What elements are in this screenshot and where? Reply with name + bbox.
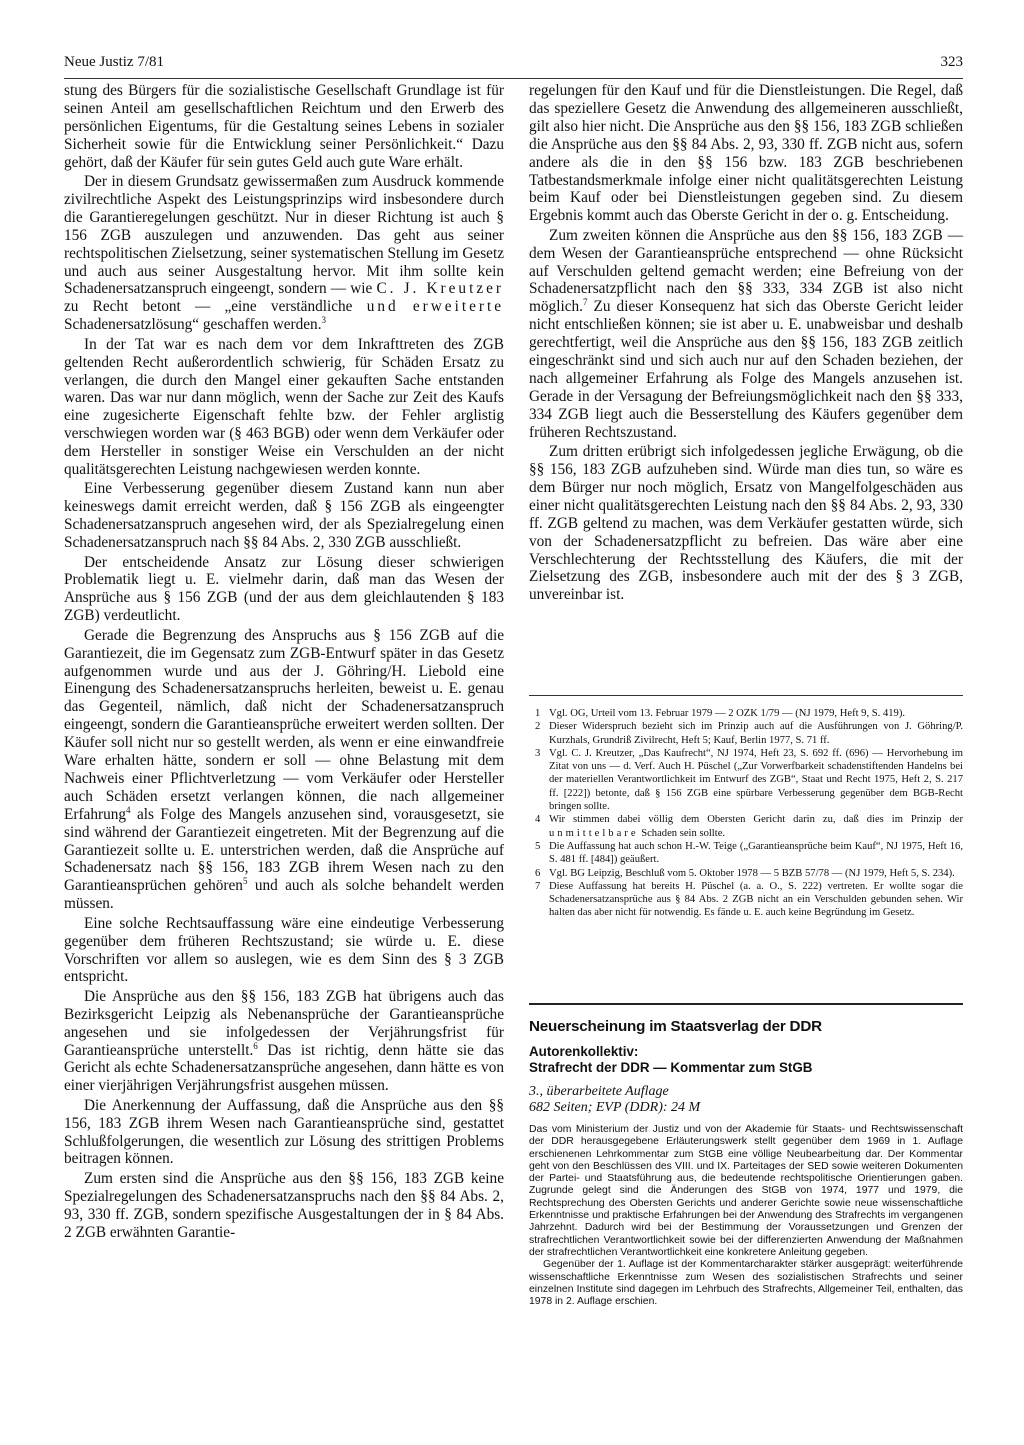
footnote-ref: 6 [253,1040,258,1051]
book-description: Das vom Ministerium der Justiz und von der Akademie für Staats- und Rechtswissenschaft der DDR herausgegebene Erläuterungswerk stellt gegenüber dem 1969 in 1. Auflage erschienenen Lehrkommentar zum StGB eine völlige Neubearbeitung dar. Der Kommentar geht von den Beschlüssen des VIII. und IX. Parteitages der SED sowie weiteren Dokumenten der Partei- und Staatsführung aus, die bedeutende rechtspolitische Orientierungen gaben. Zugrunde gelegt sind die Änderungen des StGB von 1974, 1977 und 1979, die Rechtsprechung des Obersten Gerichts und anderer Gerichte sowie neue wissenschaftliche Erkenntnisse und praktische Erfahrungen bei der Anwendung des Strafrechts im vergangenen Jahrzehnt. Dadurch wird bei der Bestimmung der Voraussetzungen und Grenzen der strafrechtlichen Verantwortlichkeit sowie bei der differenzierten Anwendung der Maßnahmen der strafrechtlichen Verantwortlichkeit eine konkretere Anleitung gegeben. Gegenüber der 1. Auflage ist der Kommentarcharakter stärker ausgeprägt: weiterführende wissenschaftliche Erkenntnisse zum Wesen des sozialistischen Strafrechts und seiner einzelnen Institute sind dagegen im Lehrbuch des Strafrechts, Allgemeiner Teil, enthalten, das 1978 in 2. Auflage erschien. [529,1124,963,1308]
right-column [529,82,963,606]
book-title: Strafrecht der DDR — Kommentar zum StGB [529,1060,813,1075]
page-header [64,54,963,76]
footnote: 1 Vgl. OG, Urteil vom 13. Februar 1979 — 2 OZK 1/79 — (NJ 1979, Heft 9, S. 419). [535,708,906,719]
footnote: 3 Vgl. C. J. Kreutzer, „Das Kaufrecht“, NJ 1974, Heft 23, S. 692 ff. (696) — Hervorhebung im Zitat von uns — d. Verf. Auch H. Püschel („Zur Vorwerfbarkeit schadenstiftenden Handelns bei der materiellen Verantwortlichkeit im Entwurf des ZGB“, Staat und Recht 1975, Heft 2, S. 217 ff. [222]) betonte, daß § 156 ZGB eine spürbare Verbesserung gegenüber dem BGB-Recht bringen sollte. [535,747,963,813]
paragraph: Zum dritten erübrigt sich infolgedessen jegliche Erwägung, ob die §§ 156, 183 ZGB aufzuheben sind. Würde man dies tun, so wäre es dem Bürger nur noch möglich, Ersatz von Mangelfolgeschäden aus einer nicht qualitätsgerechten Leistung nach den §§ 84 Abs. 2, 93, 330 ff. ZGB geltend zu machen, was dem Verkäufer gestatten würde, sich von der Schadenersatzpflicht zu befreien. Das wäre aber eine Verschlechterung der Rechtsstellung des Käufers, die mit der Zielsetzung des ZGB, insbesondere auch mit der des § 3 ZGB, unvereinbar ist. [529,443,963,604]
author-name-spaced: C. J. Kreutzer [376,280,504,298]
book-author: Autorenkollektiv: [529,1044,639,1059]
footnote-ref: 7 [582,297,588,308]
footnotes [529,707,963,920]
footnote-ref: 3 [321,315,327,326]
footnote-rule [529,695,963,696]
header-rule [64,78,963,79]
paragraph: Zum zweiten können die Ansprüche aus den §§ 156, 183 ZGB — dem Wesen der Garantieansprüche entsprechend — ohne Rücksicht auf Verschulden geltend gemacht werden; eine Befreiung von der Schadenersatzpflicht nach den §§ 333, 334 ZGB ist also nicht möglich.$^7$ Zu dieser Konsequenz hat sich das Oberste Gericht leider nicht entschließen können; sie ist aber u. E. unabweisbar und deshalb gerechtfertigt, weil die Ansprüche aus den §§ 156, 183 ZGB zeitlich eingeschränkt sind und sich auch nur auf den Schaden beziehen, der nach allgemeiner Erfahrung als Folge des Mangels anzusehen ist. Gerade in der Versagung der Befreiungsmöglichkeit nach den §§ 333, 334 ZGB liegt auch die Besserstellung des Käufers gegenüber dem früheren Rechtszustand. [529,226,963,441]
paragraph: Eine solche Rechtsauffassung wäre eine eindeutige Verbesserung gegenüber dem früheren Rechtszustand; sie würde u. E. diese Vorschriften vor allem so auslegen, wie es dem Sinn des § 3 ZGB entspricht. [64,914,504,986]
footnote: 7 Diese Auffassung hat bereits H. Püschel (a. a. O., S. 222) vertreten. Er wollte sogar die Schadenersatzansprüche aus § 84 Abs. 2 ZGB nicht an ein Verschulden gebunden sehen. Wir halten das aber nicht für notwendig. Es fände u. E. auch keine Begründung im Gesetz. [535,880,963,919]
section-rule [529,1003,963,1005]
paragraph: Die Anerkennung der Auffassung, daß die Ansprüche aus den §§ 156, 183 ZGB ihrem Wesen nach Garantieansprüche sind, gestattet Schlußfolgerungen, die wesentlich zur Lösung des strittigen Problems beitragen können. [64,1096,504,1168]
announcement-heading: Neuerscheinung im Staatsverlag der DDR [529,1018,822,1035]
paragraph: In der Tat war es nach dem vor dem Inkrafttreten des ZGB geltenden Recht außerordentlich schwierig, für Schäden Ersatz zu verlangen, die durch den Mangel einer gekauften Sache entstanden waren. Das war nur dann möglich, wenn der Sache zur Zeit des Kaufs eine zugesicherte Eigenschaft fehlte bzw. der Fehler arglistig verschwiegen worden war (§ 463 BGB) oder wenn dem Verkäufer oder dem Hersteller in sonstiger Weise ein Verschulden an der nicht qualitätsgerechten Leistung nachgewiesen werden konnte. [64,335,504,479]
footnote: 4 Wir stimmen dabei völlig dem Obersten Gericht darin zu, daß dies im Prinzip der unmittelbare Schaden sein sollte. [535,814,963,839]
paragraph: Die Ansprüche aus den §§ 156, 183 ZGB hat übrigens auch das Bezirksgericht Leipzig als Nebenansprüche der Garantieansprüche angesehen und sie infolgedessen der Verjährungsfrist für Garantieansprüche unterstellt.$^6$ Das ist richtig, denn hätte sie das Gericht als echte Schadenersatzansprüche angesehen, dann hätte es von einer vierjährigen Verjährungsfrist ausgehen müssen. [64,987,504,1095]
footnote: 2 Dieser Widerspruch bezieht sich im Prinzip auch auf die Ausführungen von J. Göhring/P. Kurzhals, Grundriß Zivilrecht, Heft 5; Kauf, Berlin 1977, S. 71 ff. [535,721,963,746]
footnote: 6 Vgl. BG Leipzig, Beschluß vom 5. Oktober 1978 — 5 BZB 57/78 — (NJ 1979, Heft 5, S. 234). [535,867,955,879]
footnote-ref: 5 [242,876,248,887]
paragraph: Der entscheidende Ansatz zur Lösung dieser schwierigen Problematik liegt u. E. vielmehr darin, daß man das Wesen der Ansprüche aus § 156 ZGB (und der aus dem gleichlautenden § 183 ZGB) verdeutlicht. [64,553,504,625]
footnote-ref: 4 [126,804,131,815]
paragraph: Eine Verbesserung gegenüber diesem Zustand kann nun aber keineswegs damit erreicht werden, daß § 156 ZGB als eingeengter Schadenersatzanspruch angesehen wird, der als Spezialregelung einen Schadenersatzanspruch nach §§ 84 Abs. 2, 330 ZGB ausschließt. [64,480,504,552]
paragraph: stung des Bürgers für die sozialistische Gesellschaft Grundlage ist für seinen Anteil am gesellschaftlichen Reichtum und den Erwerb des persönlichen Eigentums, für die Gestaltung seines Lebens in sozialer Sicherheit sowie für die Entwicklung seiner Persönlichkeit.“ Dazu gehört, daß der Käufer für sein gutes Geld auch gute Ware erhält. [64,82,504,171]
page-number: 323 [940,54,963,70]
book-details: 682 Seiten; EVP (DDR): 24 M [529,1100,701,1115]
paragraph: Der in diesem Grundsatz gewissermaßen zum Ausdruck kommende zivilrechtliche Aspekt des Leistungsprinzips wird insbesondere durch die Garantieregelungen geschützt. Nur in dieser Richtung ist auch § 156 ZGB auszulegen und anzuwenden. Das geht aus seiner rechtspolitischen Zielsetzung, seiner systematischen Stellung im Gesetz und auch aus seiner Ausgestaltung hervor. Mit ihm sollte kein Schadenersatzanspruch eingeengt, sondern — wie C. J. Kreutzer zu Recht betont — „eine verständliche und erweiterte Schadenersatzlösung“ geschaffen werden.$^3$ [64,173,504,334]
paragraph: Gerade die Begrenzung des Anspruchs aus § 156 ZGB auf die Garantiezeit, die im Gegensatz zum ZGB-Entwurf später in das Gesetz aufgenommen wurde und aus der J. Göhring/H. Liebold eine Einengung des Schadenersatzanspruchs herleiten, beweist u. E. genau das Gegenteil, nämlich, daß nicht der Schadenersatzanspruch eingeengt, sondern die Garantieansprüche erweitert werden sollten. Der Käufer soll nicht nur so gestellt werden, als wenn er eine einwandfreie Ware erhalten hätte, sondern er soll — ohne Belastung mit dem Nachweis einer Pflichtverletzung — vom Verkäufer oder Hersteller auch Schäden ersetzt verlangen können, die nach allgemeiner Erfahrung$^4$ als Folge des Mangels anzusehen sind, vorausgesetzt, sie sind während der Garantiezeit eingetreten. Mit der Begrenzung auf die Garantiezeit sollte u. E. unterstrichen werden, daß die Ansprüche auf Schadenersatz nach §§ 156, 183 ZGB ihrem Wesen nach zu den Garantieansprüchen gehören$^5$ und auch als solche behandelt werden müssen. [64,626,504,913]
book-announcement [529,1018,963,1308]
paragraph: Zum ersten sind die Ansprüche aus den §§ 156, 183 ZGB keine Spezialregelungen des Schadenersatzanspruchs nach den §§ 84 Abs. 2, 93, 330 ff. ZGB, sondern spezifische Ausgestaltungen der in § 84 Abs. 2 ZGB erwähnten Garantie- [64,1169,504,1241]
paragraph: regelungen für den Kauf und für die Dienstleistungen. Die Regel, daß das speziellere Gesetz die Anwendung des allgemeineren ausschließt, gilt also hier nicht. Die Ansprüche aus den §§ 156, 183 ZGB schließen die Ansprüche aus den §§ 84 Abs. 2, 93, 330 ff. ZGB nicht aus, sofern andere als die in den §§ 156 bzw. 183 ZGB beschriebenen Tatbestandsmerkmale infolge einer nicht qualitätsgerechten Leistung beim Kauf oder bei Dienstleistungen gegeben sind. Zu diesem Ergebnis kommt auch das Oberste Gericht in der o. g. Entscheidung. [529,82,963,225]
book-edition: 3., überarbeitete Auflage 682 Seiten; EVP (DDR): 24 M [529,1084,963,1116]
footnote: 5 Die Auffassung hat auch schon H.-W. Teige („Garantieansprüche beim Kauf“, NJ 1975, Heft 16, S. 481 ff. [484]) geäußert. [535,840,963,866]
left-column [64,82,504,1243]
journal-issue: Neue Justiz 7/81 [64,54,164,70]
